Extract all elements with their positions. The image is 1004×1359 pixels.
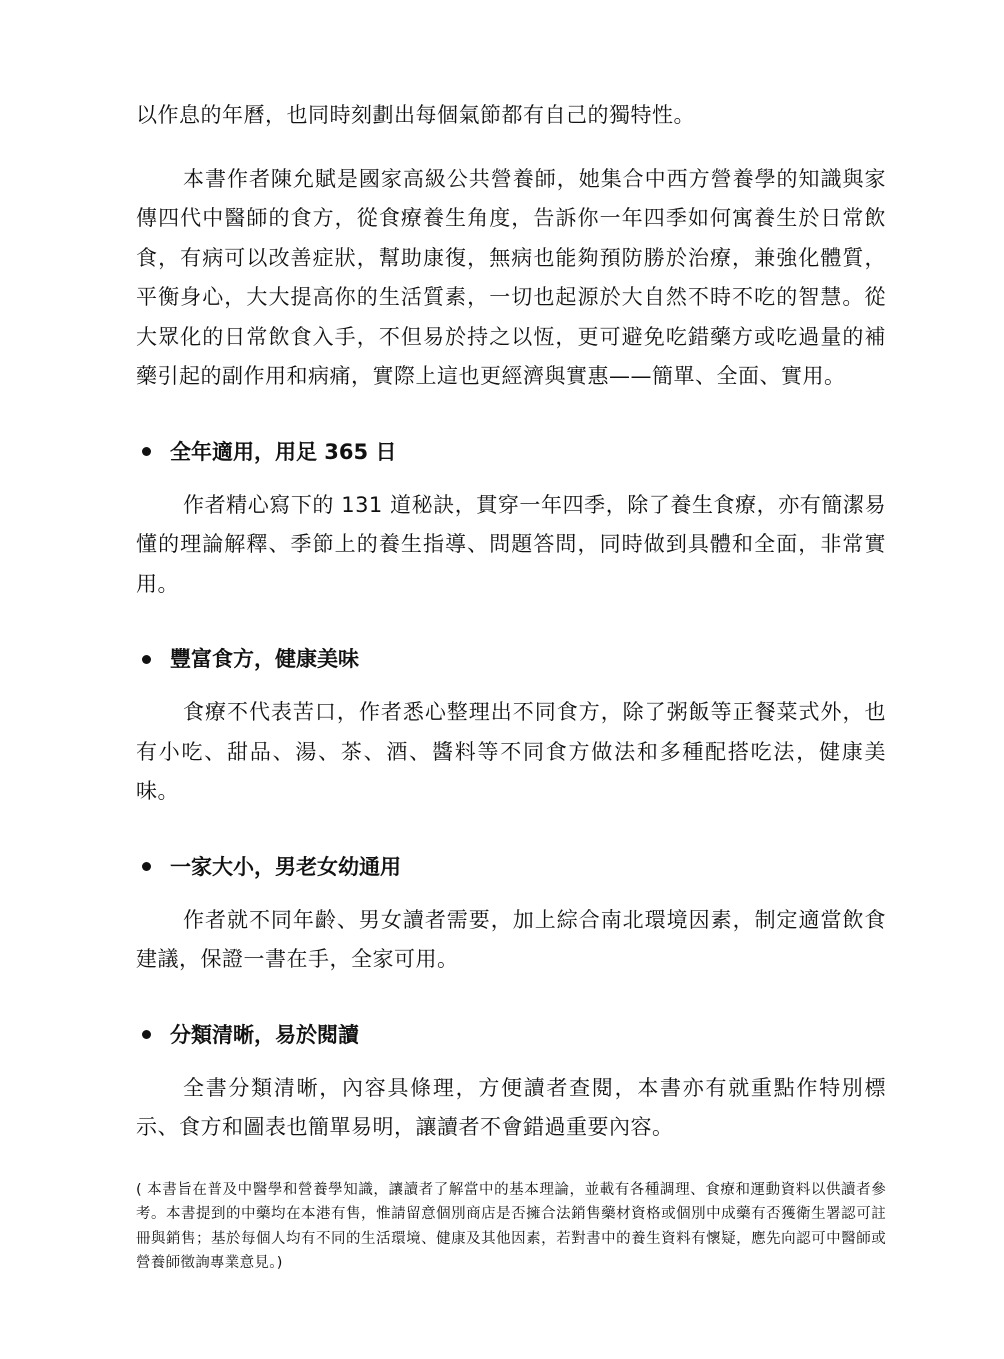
section-heading-text: 分類清晰，易於閱讀: [170, 1022, 359, 1047]
section-body: 全書分類清晰，內容具條理，方便讀者查閱，本書亦有就重點作特別標示、食方和圖表也簡單易明，讓讀者不會錯過重要內容。: [136, 1075, 886, 1139]
section-body: 作者精心寫下的 131 道秘訣，貫穿一年四季，除了養生食療，亦有簡潔易懂的理論解釋、季節上的養生指導、問題答問，同時做到具體和全面，非常實用。: [136, 492, 886, 596]
section-full-year: [136, 437, 886, 605]
bullet-icon: [142, 447, 151, 456]
author-paragraph: 本書作者陳允賦是國家高級公共營養師，她集合中西方營養學的知識與家傳四代中醫師的食方，從食療養生角度，告訴你一年四季如何寓養生於日常飲食，有病可以改善症狀，幫助康復，無病也能夠預防勝於治療，兼強化體質，平衡身心，大大提高你的生活質素，一切也起源於大自然不時不吃的智慧。從大眾化的日常飲食入手，不但易於持之以恆，更可避免吃錯藥方或吃過量的補藥引起的副作用和病痛，實際上這也更經濟與實惠——簡單、全面、實用。: [136, 166, 886, 388]
bullet-icon: [142, 862, 151, 871]
document-page: [136, 96, 886, 1290]
bullet-icon: [142, 655, 151, 664]
section-heading: [136, 437, 886, 467]
section-body: 食療不代表苦口，作者悉心整理出不同食方，除了粥飯等正餐菜式外，也有小吃、甜品、湯、茶、酒、醬料等不同食方做法和多種配搭吃法，健康美味。: [136, 700, 886, 803]
bullet-icon: [142, 1030, 151, 1039]
section-heading: [136, 644, 886, 674]
section-rich-recipes: [136, 644, 886, 812]
section-clear-categories: [136, 1020, 886, 1148]
disclaimer-note: ( 本書旨在普及中醫學和營養學知識，讓讀者了解當中的基本理論，並載有各種調理、食療和運動資料以供讀者參考。本書提到的中藥均在本港有售，惟請留意個別商店是否擁合法銷售藥材資格或個別中成藥有否獲衛生署認可註冊與銷售；基於每個人均有不同的生活環境、健康及其他因素，若對書中的養生資料有懷疑，應先向認可中醫師或營養師徵詢專業意見。): [136, 1181, 886, 1271]
section-heading: [136, 852, 886, 882]
section-heading-text: 豐富食方，健康美味: [170, 647, 359, 671]
section-heading-text: 全年適用，用足 365 日: [170, 439, 397, 464]
section-heading-text: 一家大小，男老女幼通用: [170, 854, 401, 879]
section-whole-family: [136, 852, 886, 980]
section-body: 作者就不同年齡、男女讀者需要，加上綜合南北環境因素，制定適當飲食建議，保證一書在手，全家可用。: [136, 907, 886, 971]
section-heading: [136, 1020, 886, 1050]
intro-tail-paragraph: 以作息的年曆，也同時刻劃出每個氣節都有自己的獨特性。: [136, 103, 695, 127]
